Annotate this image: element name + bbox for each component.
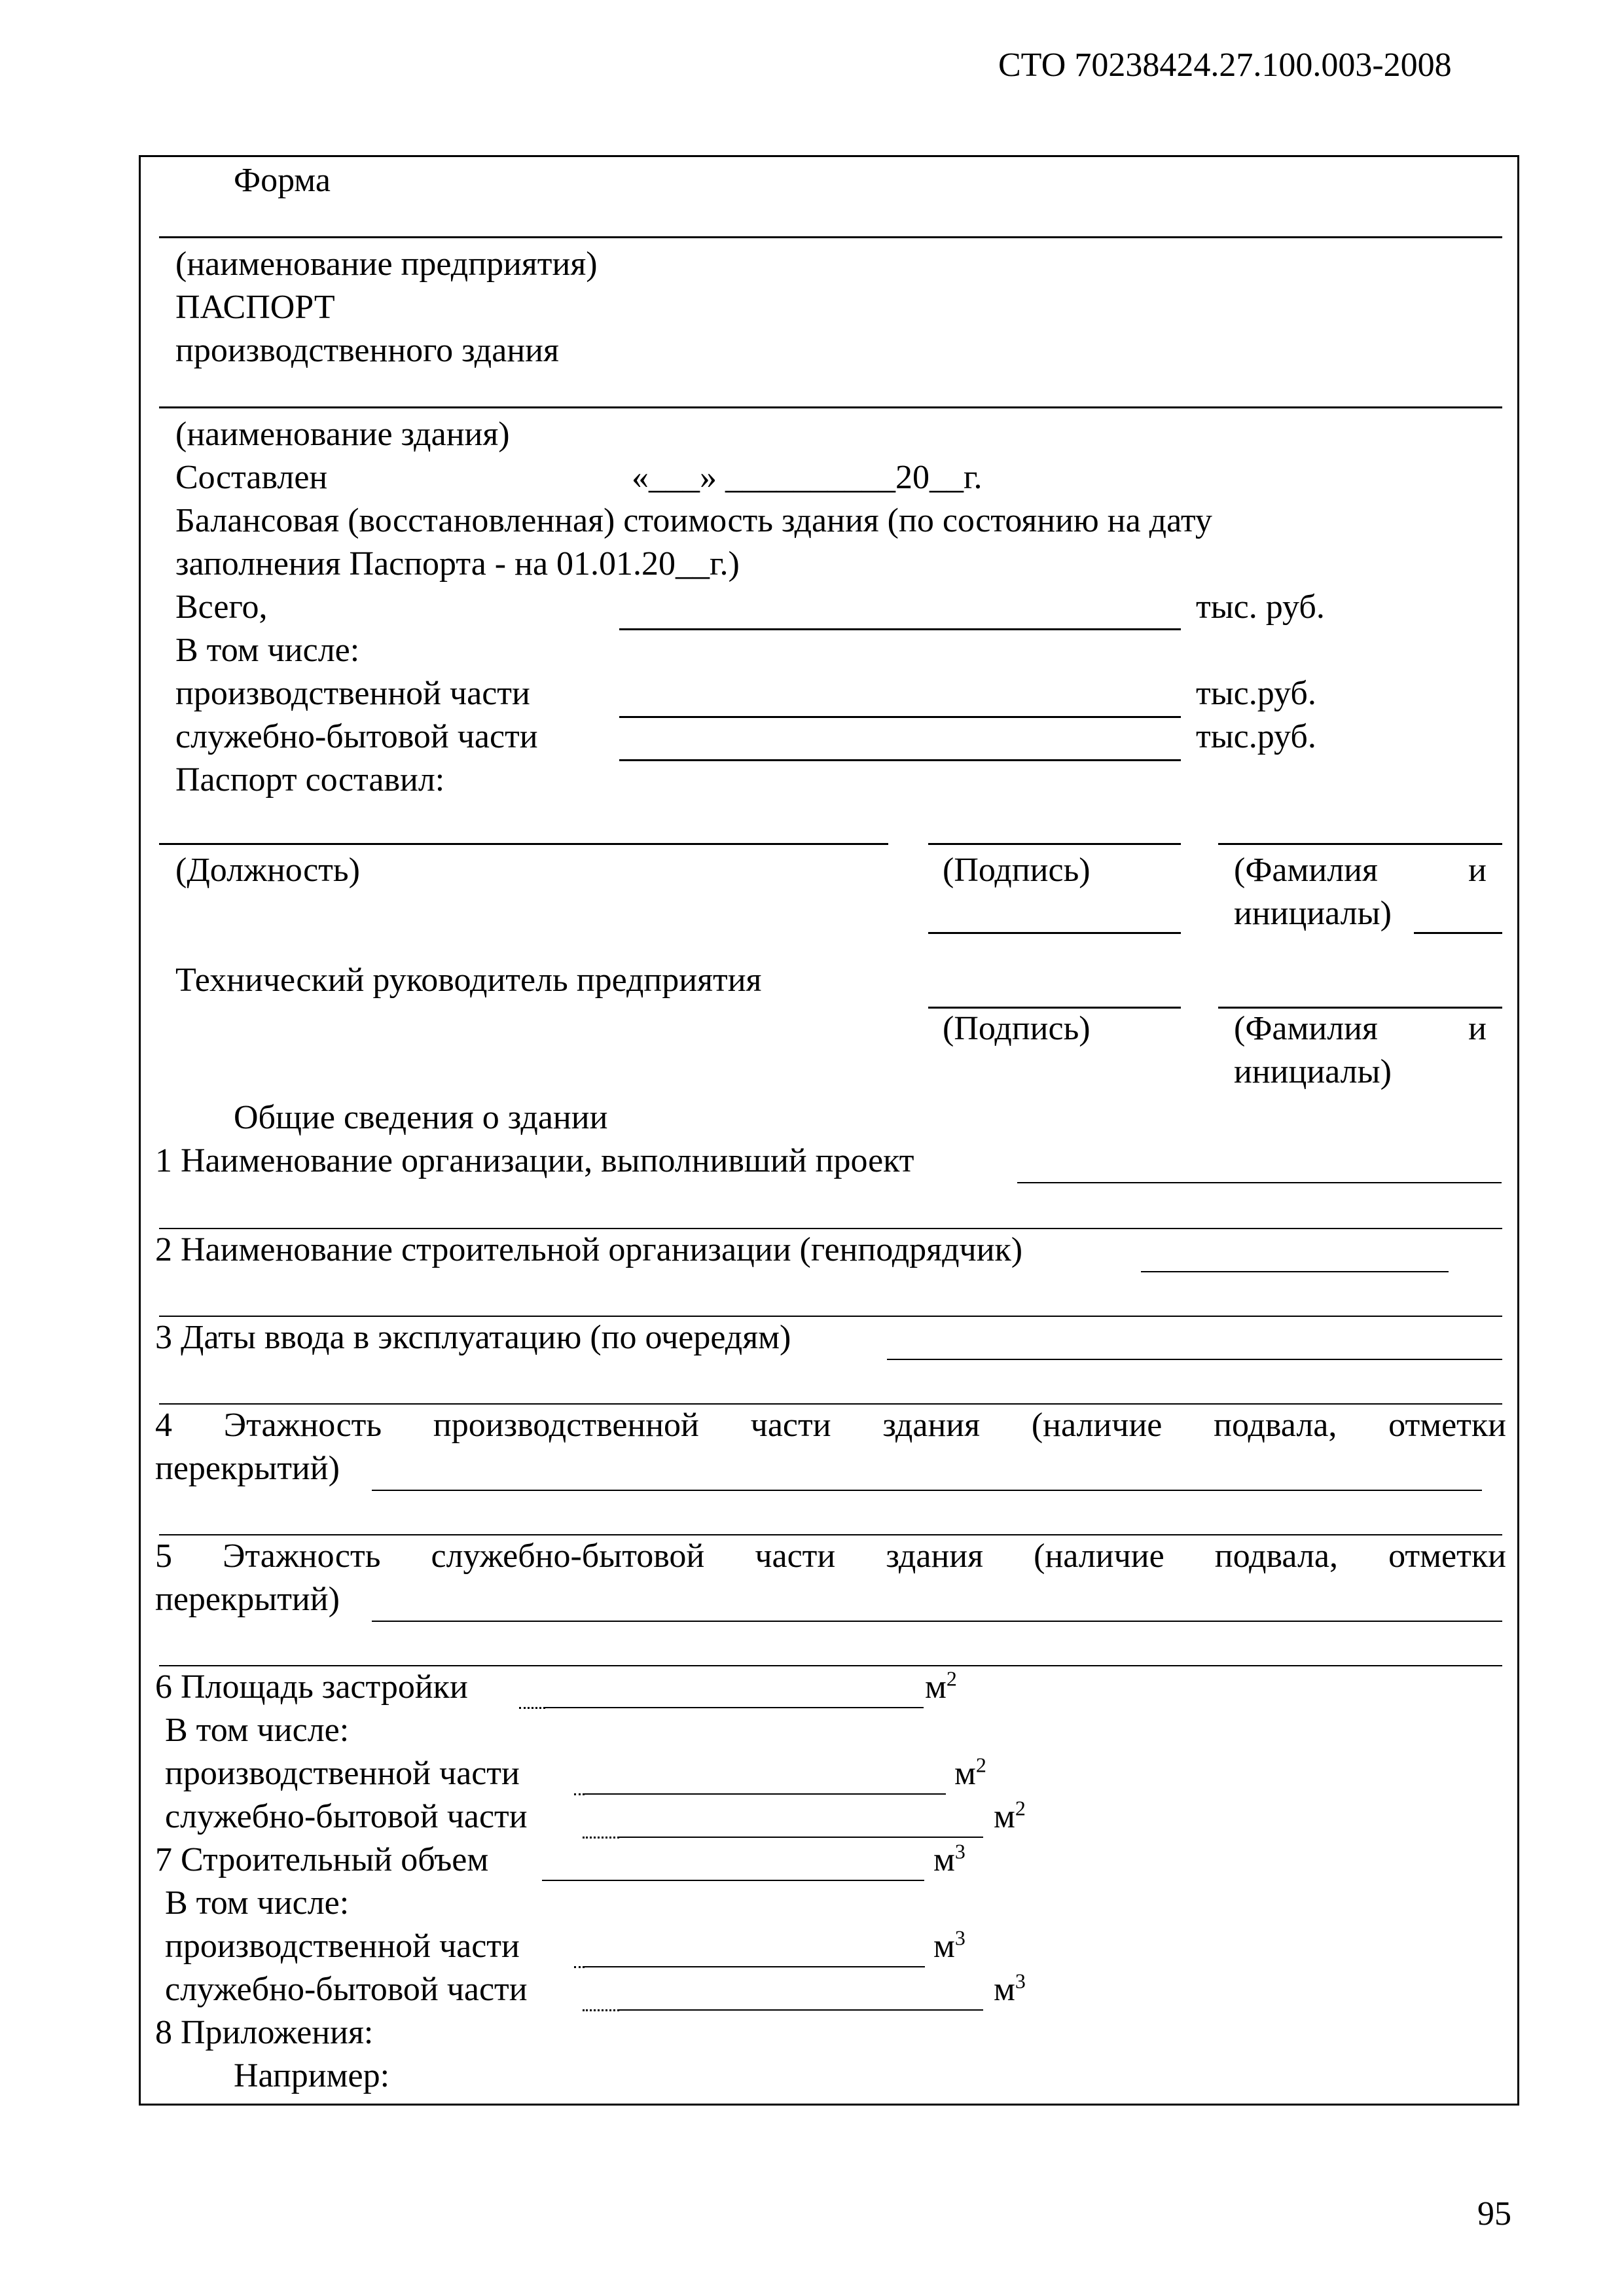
item8-label: 8 Приложения: (155, 2014, 374, 2051)
item7-service-field[interactable] (619, 2009, 983, 2011)
item7-prod-unit (933, 1927, 965, 1966)
item5-word: Этажность (223, 1537, 381, 1575)
item5-line1 (155, 1537, 1506, 1576)
item6-including: В том числе: (165, 1712, 350, 1749)
item7-prod-label: производственной части (165, 1928, 520, 1965)
item5-word: здания (886, 1537, 984, 1575)
position-field[interactable] (159, 843, 888, 845)
item5-field[interactable] (372, 1621, 1502, 1622)
item4-word: здания (882, 1407, 981, 1444)
name-caption-and: и (1468, 852, 1487, 889)
item7-service-dots (583, 2009, 619, 2011)
item6-field[interactable] (545, 1707, 924, 1708)
item6-label: 6 Площадь застройки (155, 1668, 468, 1706)
unit-m: м (994, 1971, 1015, 2008)
prod-part-field[interactable] (619, 716, 1181, 718)
item6-service-label: служебно-бытовой части (165, 1798, 528, 1835)
building-caption: (наименование здания) (175, 416, 510, 453)
name-caption (1234, 851, 1487, 890)
building-name-field[interactable] (159, 406, 1502, 408)
service-part-field[interactable] (619, 759, 1181, 761)
unit-sup: 2 (975, 1753, 986, 1777)
item5-word: части (755, 1537, 836, 1575)
item4-line2: перекрытий) (155, 1450, 340, 1487)
signature-underline (928, 932, 1181, 934)
item1-field-line2[interactable] (159, 1228, 1502, 1229)
form-label: Форма (234, 162, 331, 199)
unit-m: м (994, 1798, 1015, 1835)
item6-service-unit (994, 1797, 1026, 1837)
item6-prod-field[interactable] (585, 1793, 946, 1795)
item6-prod-label: производственной части (165, 1755, 520, 1792)
document-code: СТО 70238424.27.100.003-2008 (998, 46, 1452, 84)
unit-m: м (933, 1841, 955, 1878)
item4-word: части (750, 1407, 831, 1444)
unit-sup: 2 (1015, 1796, 1026, 1820)
item7-field[interactable] (542, 1880, 924, 1881)
including-label: В том числе: (175, 632, 360, 669)
passport-subtitle: производственного здания (175, 332, 559, 369)
item4-line1 (155, 1406, 1506, 1445)
item4-field[interactable] (372, 1490, 1482, 1491)
item4-word: 4 (155, 1407, 172, 1444)
tech-name-caption-and: и (1468, 1010, 1487, 1047)
unit-sup: 3 (1015, 1969, 1026, 1993)
item7-label: 7 Строительный объем (155, 1841, 489, 1878)
name-caption-surname: (Фамилия (1234, 852, 1378, 889)
balance-text-line1: Балансовая (восстановленная) стоимость здания (по состоянию на дату (175, 502, 1212, 539)
tech-director-label: Технический руководитель предприятия (175, 961, 762, 999)
page-number: 95 (1477, 2195, 1511, 2233)
unit-sup: 3 (954, 1926, 965, 1950)
name-caption-initials: инициалы) (1234, 895, 1392, 932)
initials-underline (1414, 932, 1502, 934)
item4-word: Этажность (223, 1407, 382, 1444)
unit-m: м (954, 1755, 976, 1792)
item5-word: отметки (1388, 1537, 1506, 1575)
tech-name-caption-initials: инициалы) (1234, 1053, 1392, 1090)
prod-part-unit: тыс.руб. (1196, 675, 1316, 712)
total-label: Всего, (175, 588, 268, 626)
unit-m: м (925, 1668, 947, 1706)
item6-unit (925, 1668, 957, 1707)
compiled-date-field[interactable]: «___» __________20__г. (632, 459, 983, 496)
tech-name-field[interactable] (1218, 1007, 1502, 1009)
item6-service-field[interactable] (619, 1837, 983, 1838)
tech-name-caption (1234, 1009, 1487, 1049)
item6-dots (519, 1707, 545, 1709)
item4-word: производственной (433, 1407, 699, 1444)
item5-word: (наличие (1034, 1537, 1164, 1575)
total-field[interactable] (619, 628, 1181, 630)
example-label: Например: (234, 2057, 390, 2094)
item3-field[interactable] (887, 1359, 1502, 1360)
unit-sup: 2 (946, 1666, 957, 1691)
balance-text-line2: заполнения Паспорта - на 01.01.20__г.) (175, 545, 740, 583)
total-unit: тыс. руб. (1196, 588, 1325, 626)
item3-label: 3 Даты ввода в эксплуатацию (по очередям) (155, 1319, 791, 1356)
item7-unit (933, 1840, 965, 1880)
item1-field[interactable] (1017, 1182, 1502, 1183)
compiled-label: Составлен (175, 459, 328, 496)
enterprise-name-field[interactable] (159, 236, 1502, 238)
item4-word: (наличие (1031, 1407, 1163, 1444)
item5-line2: перекрытий) (155, 1581, 340, 1618)
unit-m: м (933, 1928, 955, 1965)
name-field[interactable] (1218, 843, 1502, 845)
item5-field-line2[interactable] (159, 1665, 1502, 1666)
unit-sup: 3 (954, 1839, 965, 1863)
item5-word: служебно-бытовой (431, 1537, 705, 1575)
position-caption: (Должность) (175, 852, 360, 889)
enterprise-caption: (наименование предприятия) (175, 245, 598, 283)
compiled-by-label: Паспорт составил: (175, 761, 445, 798)
item2-field-line2[interactable] (159, 1316, 1502, 1317)
passport-title: ПАСПОРТ (175, 289, 335, 326)
signature-field[interactable] (928, 843, 1181, 845)
item6-service-dots (583, 1837, 619, 1839)
service-part-unit: тыс.руб. (1196, 718, 1316, 755)
item7-prod-field[interactable] (585, 1966, 925, 1967)
item7-service-unit (994, 1970, 1026, 2009)
prod-part-label: производственной части (175, 675, 530, 712)
tech-signature-caption: (Подпись) (943, 1010, 1091, 1047)
item5-word: 5 (155, 1537, 172, 1575)
item3-field-line2[interactable] (159, 1403, 1502, 1405)
tech-name-caption-surname: (Фамилия (1234, 1010, 1378, 1047)
item5-word: подвала, (1214, 1537, 1338, 1575)
general-info-title: Общие сведения о здании (234, 1099, 608, 1136)
item7-prod-dots (574, 1966, 585, 1968)
item6-prod-dots (574, 1793, 585, 1795)
item1-label: 1 Наименование организации, выполнивший проект (155, 1142, 914, 1179)
item4-word: отметки (1388, 1407, 1506, 1444)
item2-field[interactable] (1141, 1271, 1449, 1272)
item4-word: подвала, (1214, 1407, 1337, 1444)
item2-label: 2 Наименование строительной организации (генподрядчик) (155, 1231, 1023, 1268)
signature-caption: (Подпись) (943, 852, 1091, 889)
tech-signature-field[interactable] (928, 1007, 1181, 1009)
item4-field-line2[interactable] (159, 1534, 1502, 1535)
item6-prod-unit (954, 1754, 986, 1793)
item7-including: В том числе: (165, 1884, 350, 1922)
service-part-label: служебно-бытовой части (175, 718, 538, 755)
item7-service-label: служебно-бытовой части (165, 1971, 528, 2008)
